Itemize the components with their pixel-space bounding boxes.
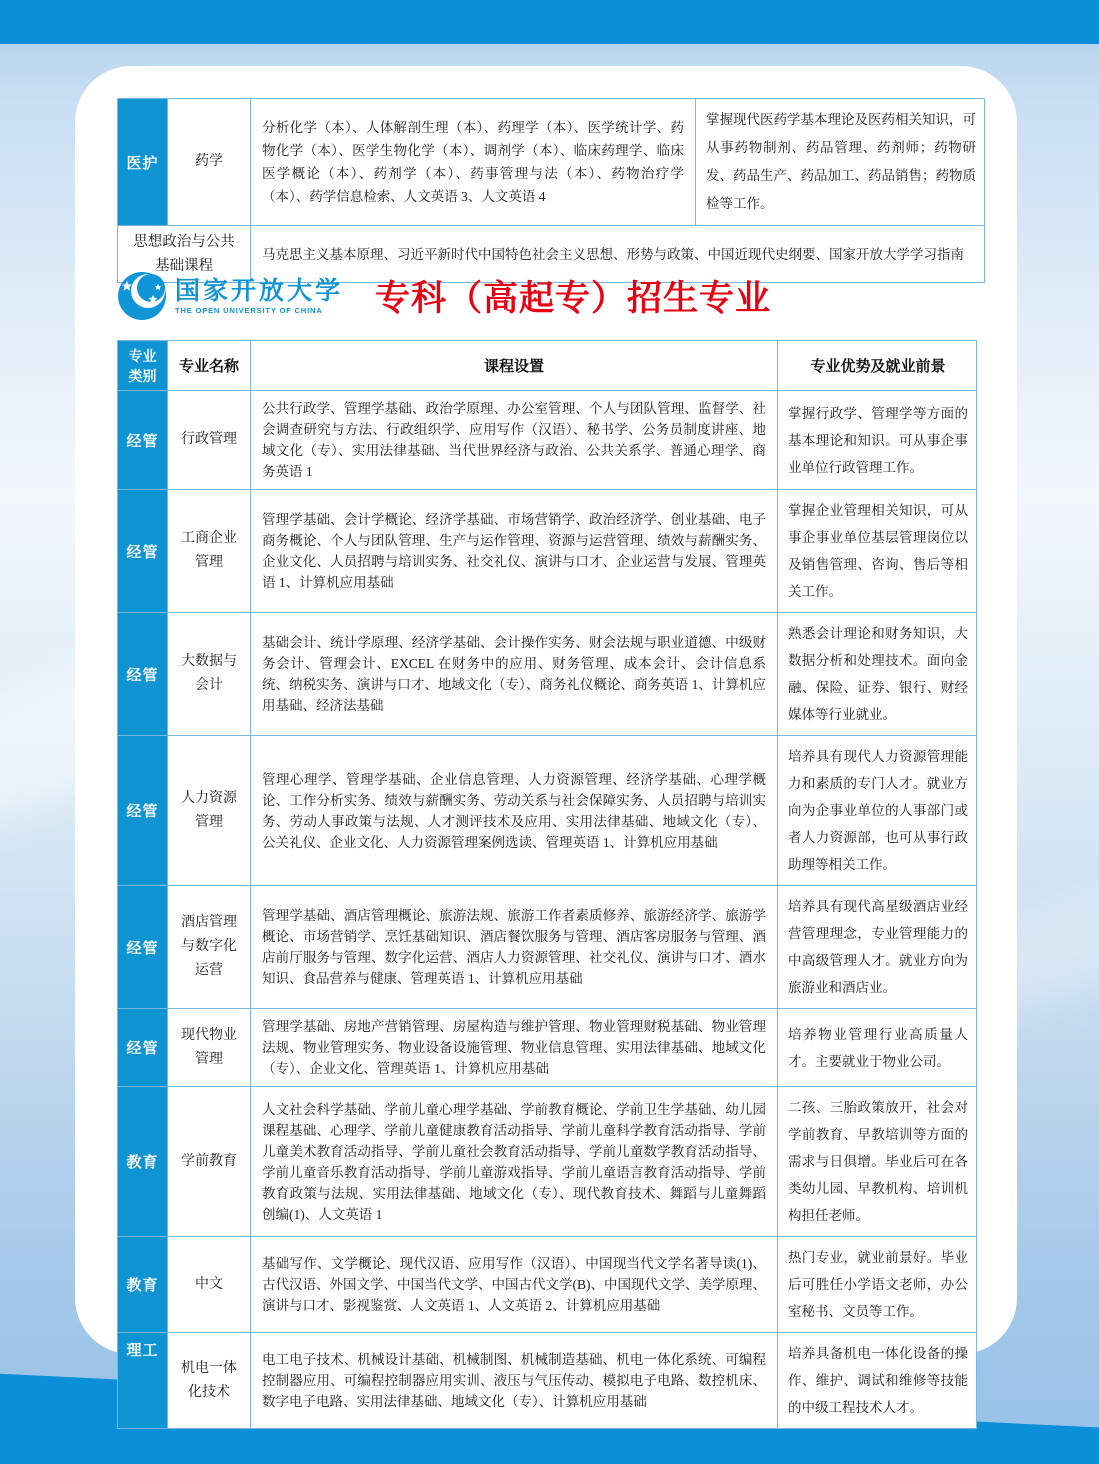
category-cell: [118, 736, 168, 885]
major-name-cell: [168, 736, 251, 885]
prospects-text: 培养物业管理行业高质量人才。主要就业于物业公司。: [788, 1026, 968, 1069]
prospects-cell: [778, 1009, 978, 1086]
brand-name: 国家开放大学: [175, 276, 344, 305]
courses-cell: [251, 1087, 778, 1236]
ideology-courses-text: 马克思主义基本原理、习近平新时代中国特色社会主义思想、形势与政策、中国近现代史纲要、国家开放大学学习指南: [262, 246, 964, 262]
courses-text: 人文社会科学基础、学前儿童心理学基础、学前教育概论、学前卫生学基础、幼儿园课程基础、心理学、学前儿童健康教育活动指导、学前儿童科学教育活动指导、学前儿童美术教育活动指导、学前儿童社会教育活动指导、学前儿童数学教育活动指导、学前儿童音乐教育活动指导、学前儿童游戏指导、学前儿童语言教育活动指导、学前教育政策与法规、实用法律基础、地域文化（专）、现代教育技术、舞蹈与儿童舞蹈创编(1)、人文英语 1: [262, 1101, 766, 1222]
courses-text: 管理学基础、酒店管理概论、旅游法规、旅游工作者素质修养、旅游经济学、旅游学概论、市场营销学、烹饪基础知识、酒店餐饮服务与管理、酒店客房服务与管理、酒店前厅服务与管理、数字化运营、酒店人力资源管理、社交礼仪、演讲与口才、酒水知识、食品营养与健康、管理英语 1、计算机应用基础: [262, 908, 766, 986]
courses-text: 基础会计、统计学原理、经济学基础、会计操作实务、财会法规与职业道德、中级财务会计、管理会计、EXCEL 在财务中的应用、财务管理、成本会计、会计信息系统、纳税实务、演讲与口才、地域文化（专）、商务礼仪概论、商务英语 1、计算机应用基础、经济法基础: [262, 635, 766, 713]
major-name: 行政管理: [181, 432, 237, 447]
header-prospects: 专业优势及就业前景: [810, 358, 946, 375]
header-category: 专业类别: [128, 347, 157, 384]
table-row: [118, 99, 984, 226]
header-prospects-cell: [778, 341, 978, 390]
table-header-row: [118, 341, 976, 391]
courses-text: 管理学基础、会计学概论、经济学基础、市场营销学、政治经济学、创业基础、电子商务概论、个人与团队管理、生产与运作管理、资源与运营管理、绩效与薪酬实务、企业文化、人员招聘与培训实务、社交礼仪、演讲与口才、企业运营与发展、管理英语 1、计算机应用基础: [262, 512, 766, 590]
category-cell: [118, 1333, 168, 1428]
category-cell: [118, 490, 168, 612]
category-cell: [118, 391, 168, 489]
courses-text: 管理学基础、房地产营销管理、房屋构造与维护管理、物业管理财税基础、物业管理法规、物业管理实务、物业设备设施管理、物业信息管理、实用法律基础、地域文化（专）、企业文化、管理英语 1、计算机应用基础: [262, 1019, 766, 1076]
category-label: 理工: [126, 1342, 159, 1359]
major-name-cell: [168, 490, 251, 612]
major-name-cell: [168, 391, 251, 489]
category-cell: [118, 1237, 168, 1332]
category-cell: [118, 613, 168, 735]
open-university-logo-icon: [117, 271, 167, 321]
category-cell: [118, 99, 168, 225]
prospects-text: 熟悉会计理论和财务知识，大数据分析和处理技术。面向金融、保险、证券、银行、财经媒体等行业就业。: [788, 626, 968, 722]
table-row-gongshangqiye: [118, 490, 976, 613]
header-courses: 课程设置: [483, 358, 544, 375]
courses-cell: [251, 1333, 778, 1428]
category-cell: [118, 1009, 168, 1086]
major-name: 工商企业管理: [181, 531, 237, 570]
prospects-cell: [778, 1237, 978, 1332]
major-name: 人力资源管理: [181, 790, 237, 830]
courses-cell: [251, 613, 778, 735]
prospects-text: 二孩、三胎政策放开，社会对学前教育、早教培训等方面的需求与日俱增。毕业后可在各类幼儿园、早教机构、培训机构担任老师。: [788, 1100, 968, 1223]
category-label: 经管: [126, 803, 159, 820]
page-title: 专科（高起专）招生专业: [375, 279, 772, 318]
courses-text: 基础写作、文学概论、现代汉语、应用写作（汉语）、中国现当代文学名著导读(1)、古代汉语、外国文学、中国当代文学、中国古代文学(B)、中国现代文学、美学原理、演讲与口才、影视鉴赏、人文英语 1、人文英语 2、计算机应用基础: [262, 1256, 766, 1313]
courses-cell: [251, 99, 696, 225]
brand-text-block: [175, 278, 343, 315]
category-cell: [118, 886, 168, 1008]
table-row-renliziyuan: [118, 736, 976, 886]
category-label: 经管: [126, 666, 159, 684]
category-label: 医护: [126, 154, 159, 172]
prospects-text: 培养具备机电一体化设备的操作、维护、调试和维修等技能的中级工程技术人才。: [788, 1346, 968, 1415]
prospects-cell: [778, 613, 978, 735]
prospects-cell: [778, 391, 978, 489]
courses-text: 管理心理学、管理学基础、企业信息管理、人力资源管理、经济学基础、心理学概论、工作分析实务、绩效与薪酬实务、劳动关系与社会保障实务、人员招聘与培训实务、劳动人事政策与法规、人才测评技术及应用、实用法律基础、地域文化（专）、公关礼仪、企业文化、人力资源管理案例选读、管理英语 1、计算机应用基础: [262, 771, 766, 850]
courses-cell: [251, 886, 778, 1008]
major-name: 大数据与会计: [181, 654, 237, 693]
brand-row: [117, 271, 771, 321]
major-name-cell: [168, 1237, 251, 1332]
major-name-cell: [168, 1333, 251, 1428]
prospects-text: 掌握企业管理相关知识，可从事企事业单位基层管理岗位以及销售管理、咨询、售后等相关工作。: [788, 503, 968, 599]
major-name: 酒店管理与数字化运营: [181, 915, 237, 978]
prospects-cell: [696, 99, 986, 225]
enrollment-majors-table: [117, 340, 977, 1429]
category-label: 经管: [126, 432, 159, 450]
brand-subtitle: THE OPEN UNIVERSITY OF CHINA: [175, 305, 323, 315]
header-major-cell: [168, 341, 251, 390]
major-name-cell: [168, 613, 251, 735]
category-label: 经管: [126, 543, 159, 561]
header-major: 专业名称: [178, 358, 239, 375]
major-name: 学前教育: [181, 1153, 237, 1169]
prospects-cell: [778, 886, 978, 1008]
table-row-xueqianjiaoyu: [118, 1087, 976, 1237]
prospects-cell: [778, 490, 978, 612]
ideology-courses-label: 思想政治与公共基础课程: [133, 234, 235, 274]
prospects-text: 培养具有现代人力资源管理能力和素质的专门人才。就业方向为企事业单位的人事部门或者人力资源部，也可从事行政助理等相关工作。: [788, 749, 968, 872]
table-row-jidianyitihua: [118, 1333, 976, 1429]
major-name-cell: [168, 99, 251, 225]
courses-text: 分析化学（本）、人体解剖生理（本）、药理学（本）、医学统计学、药物化学（本）、医学生物化学（本）、调剂学（本）、临床药理学、临床医学概论（本）、药剂学（本）、药事管理与法（本）、药物治疗学（本）、药学信息检索、人文英语 3、人文英语 4: [262, 120, 684, 204]
table-row-dashuju-kuaiji: [118, 613, 976, 736]
courses-cell: [251, 490, 778, 612]
prospects-cell: [778, 1333, 978, 1428]
top-blue-bar: [0, 0, 1099, 44]
table-row-xiandaiwuye: [118, 1009, 976, 1087]
courses-cell: [251, 1009, 778, 1086]
table-row-zhongwen: [118, 1237, 976, 1333]
courses-cell: [251, 736, 778, 885]
major-name: 中文: [195, 1276, 223, 1292]
major-name: 药学: [195, 154, 223, 169]
major-name: 现代物业管理: [181, 1027, 237, 1067]
header-category-cell: [118, 341, 168, 390]
category-label: 教育: [126, 1154, 159, 1171]
category-label: 经管: [126, 1040, 159, 1057]
major-name-cell: [168, 1009, 251, 1086]
table-row-xingzhengguanli: [118, 391, 976, 490]
courses-text: 电工电子技术、机械设计基础、机械制图、机械制造基础、机电一体化系统、可编程控制器应用、可编程控制器应用实训、液压与气压传动、模拟电子电路、数控机床、数字电子电路、实用法律基础、地域文化（专）、计算机应用基础: [262, 1352, 766, 1409]
prospects-text: 培养具有现代高星级酒店业经营管理理念，专业管理能力的中高级管理人才。就业方向为旅游业和酒店业。: [788, 899, 968, 995]
major-name: 机电一体化技术: [181, 1360, 237, 1400]
category-cell: [118, 1087, 168, 1236]
prospects-text: 热门专业，就业前景好。毕业后可胜任小学语文老师，办公室秘书、文员等工作。: [788, 1250, 968, 1319]
major-name-cell: [168, 886, 251, 1008]
medical-pharmacy-table: [117, 98, 985, 283]
prospects-text: 掌握现代医药学基本理论及医药相关知识，可从事药物制剂、药品管理、药剂师；药物研发、药品生产、药品加工、药品销售；药物质检等工作。: [706, 112, 976, 211]
header-courses-cell: [251, 341, 778, 390]
courses-text: 公共行政学、管理学基础、政治学原理、办公室管理、个人与团队管理、监督学、社会调查研究与方法、行政组织学、应用写作（汉语）、秘书学、公务员制度讲座、地域文化（专）、实用法律基础、当代世界经济与政治、公共关系学、普通心理学、商务英语 1: [262, 401, 766, 479]
courses-cell: [251, 391, 778, 489]
prospects-cell: [778, 736, 978, 885]
table-row-jiudianguanli: [118, 886, 976, 1009]
courses-cell: [251, 1237, 778, 1332]
major-name-cell: [168, 1087, 251, 1236]
category-label: 教育: [126, 1277, 159, 1294]
category-label: 经管: [126, 939, 159, 957]
prospects-text: 掌握行政学、管理学等方面的基本理论和知识。可从事企事业单位行政管理工作。: [788, 405, 968, 475]
prospects-cell: [778, 1087, 978, 1236]
